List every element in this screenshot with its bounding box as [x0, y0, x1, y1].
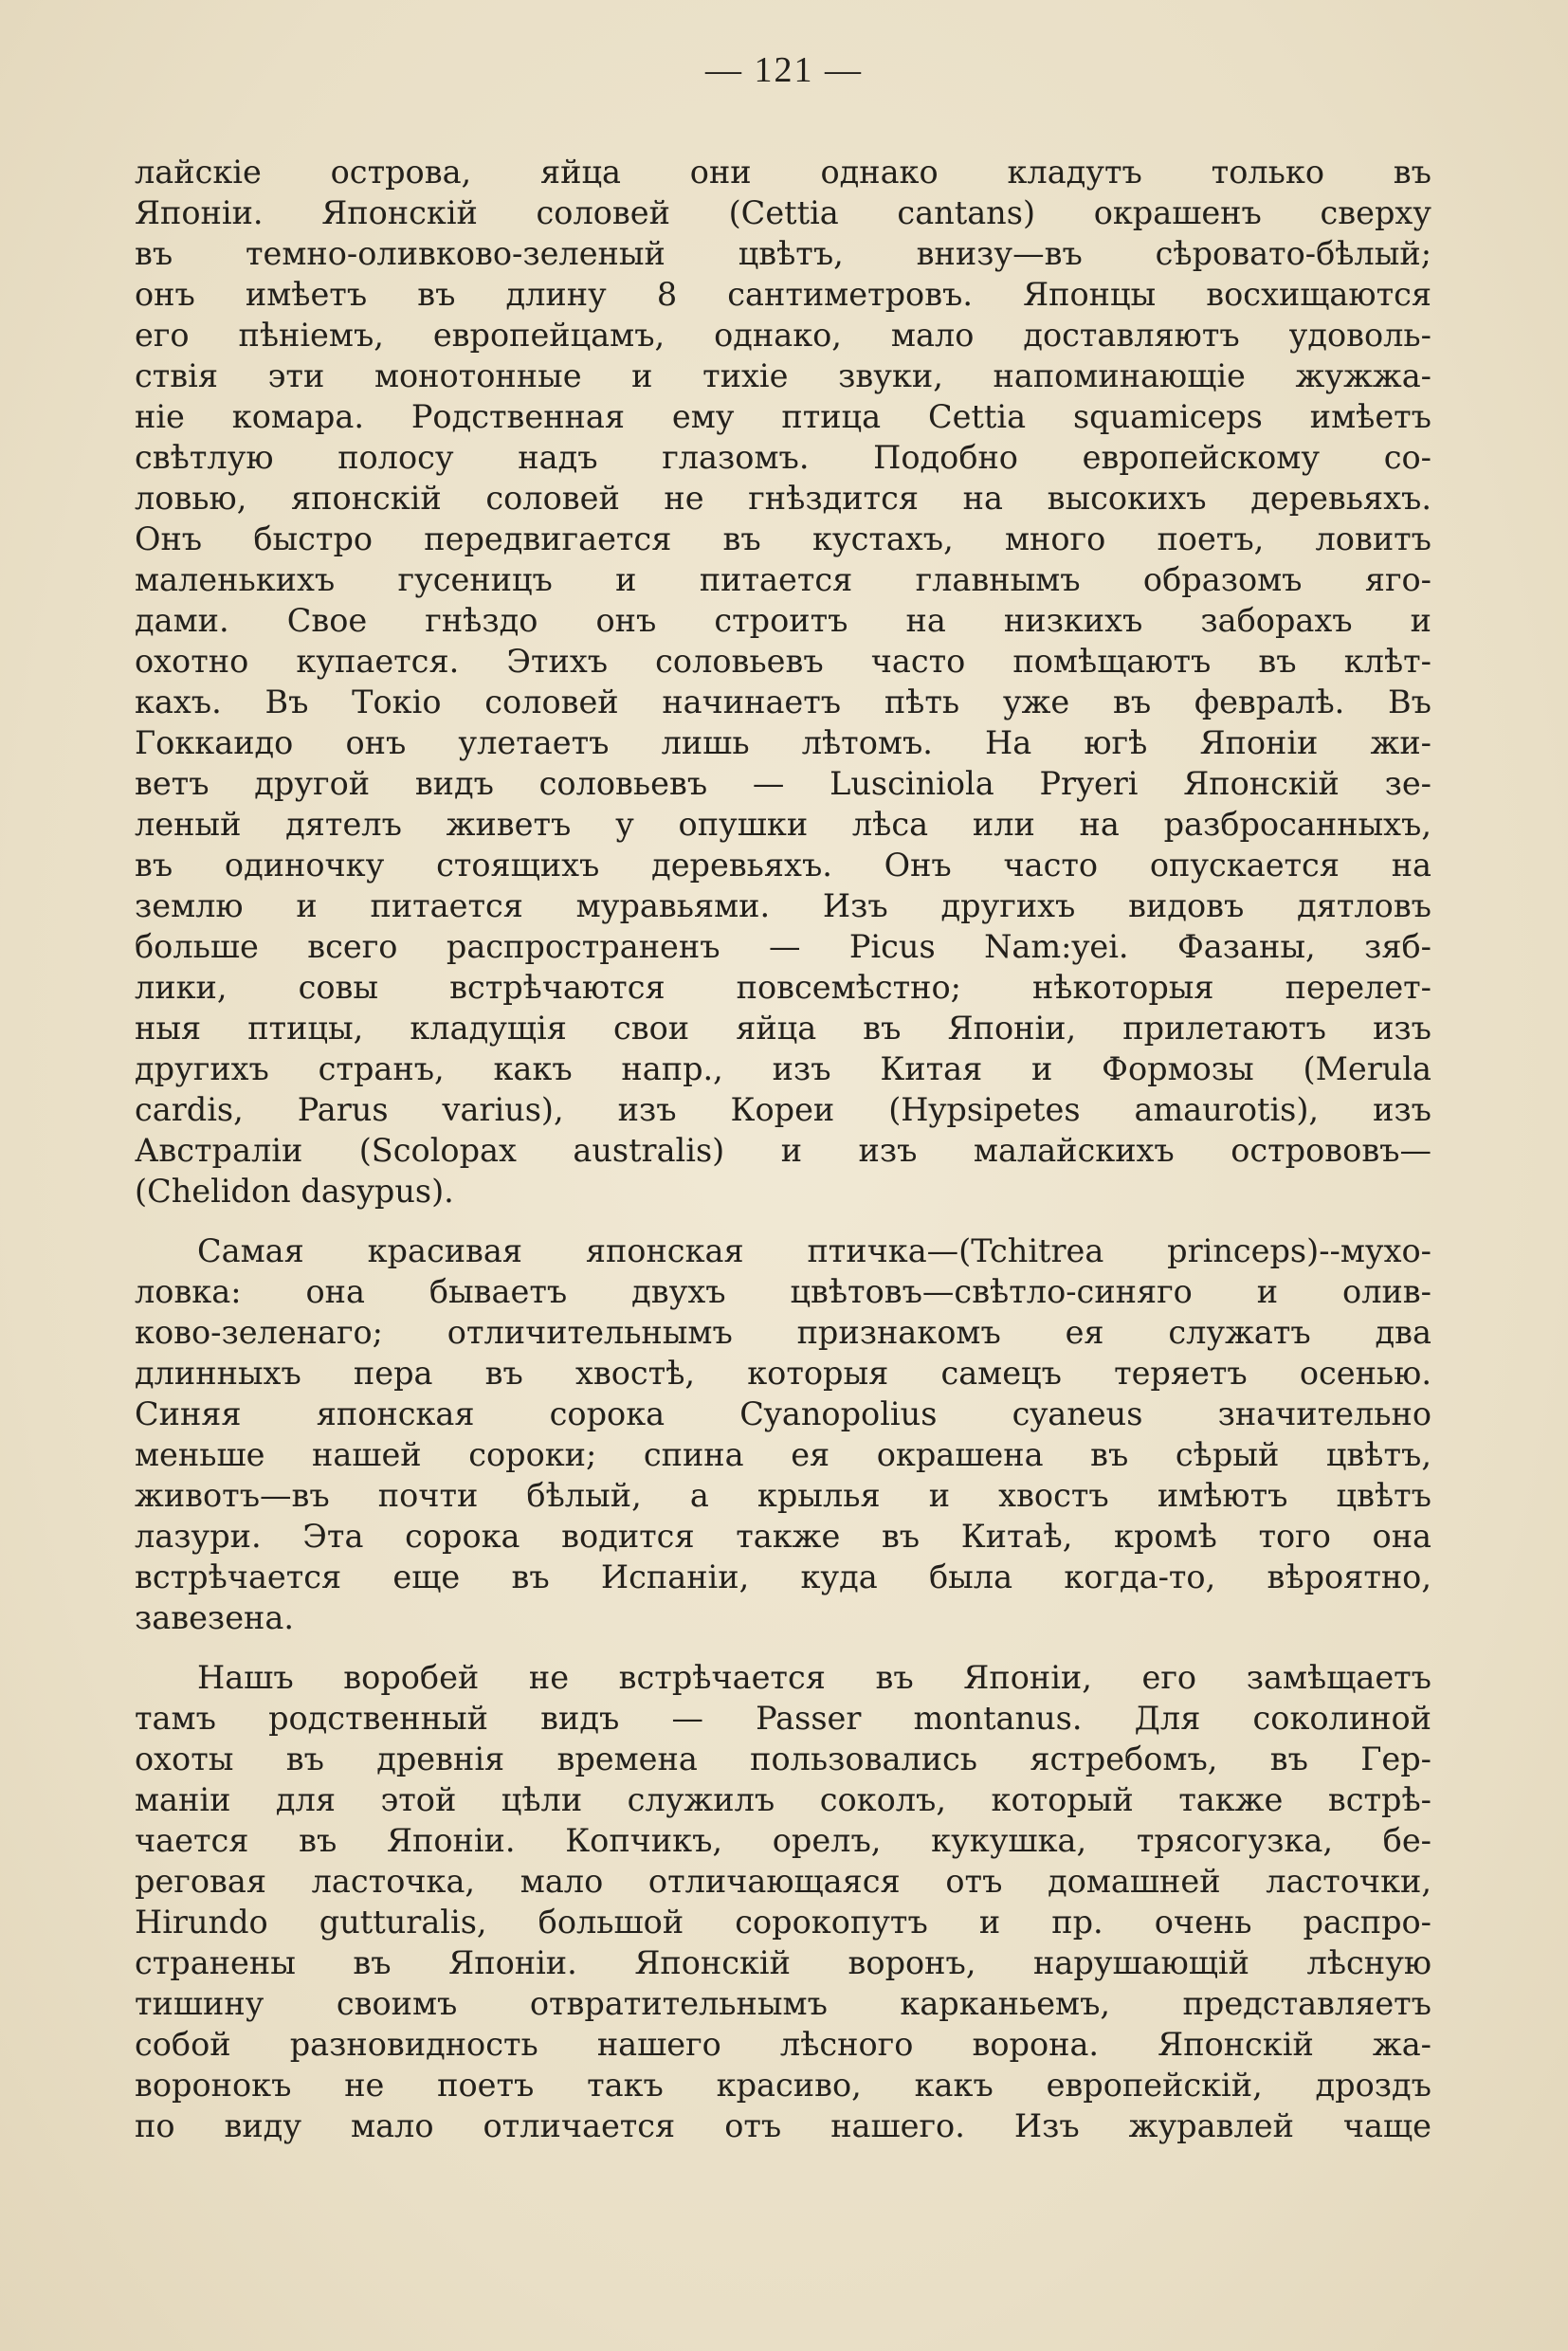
- text-line: ловка: она бываетъ двухъ цвѣтовъ—свѣтло-синяго и олив-: [135, 1273, 1431, 1310]
- text-line: тишину своимъ отвратительнымъ карканьемъ, представляетъ: [135, 1985, 1431, 2022]
- text-line: Японіи. Японскій соловей (Cettia cantans) окрашенъ сверху: [135, 194, 1431, 231]
- text-line: кахъ. Въ Токіо соловей начинаетъ пѣть уже въ февралѣ. Въ: [135, 683, 1431, 720]
- text-line: маленькихъ гусеницъ и питается главнымъ образомъ яго-: [135, 561, 1431, 598]
- text-line: лики, совы встрѣчаются повсемѣстно; нѣкоторыя перелет-: [135, 969, 1431, 1006]
- text-line: животъ—въ почти бѣлый, а крылья и хвостъ имѣютъ цвѣтъ: [135, 1477, 1431, 1514]
- text-line: по виду мало отличается отъ нашего. Изъ журавлей чаще: [135, 2107, 1431, 2144]
- paragraph: [135, 1230, 1431, 1638]
- text-line: Гоккаидо онъ улетаетъ лишь лѣтомъ. На югѣ Японіи жи-: [135, 724, 1431, 761]
- text-line: лазури. Эта сорока водится также въ Китаѣ, кромѣ того она: [135, 1518, 1431, 1555]
- text-line: онъ имѣетъ въ длину 8 сантиметровъ. Японцы восхищаются: [135, 276, 1431, 313]
- text-line: въ темно-оливково-зеленый цвѣтъ, внизу—въ сѣровато-бѣлый;: [135, 235, 1431, 272]
- text-line: собой разновидность нашего лѣсного ворона. Японскій жа-: [135, 2026, 1431, 2063]
- text-line: Hirundo gutturalis, большой сорокопутъ и пр. очень распро-: [135, 1904, 1431, 1941]
- text-line: тамъ родственный видъ — Passer montanus. Для соколиной: [135, 1700, 1431, 1737]
- text-line: дами. Свое гнѣздо онъ строитъ на низкихъ заборахъ и: [135, 602, 1431, 639]
- text-line: встрѣчается еще въ Испаніи, куда была когда-то, вѣроятно,: [135, 1558, 1431, 1595]
- text-line: воронокъ не поетъ такъ красиво, какъ европейскій, дроздъ: [135, 2067, 1431, 2104]
- text-line: охотно купается. Этихъ соловьевъ часто помѣщаютъ въ клѣт-: [135, 643, 1431, 680]
- text-line: охоты въ древнія времена пользовались ястребомъ, въ Гер-: [135, 1740, 1431, 1777]
- text-line: ково-зеленаго; отличительнымъ признакомъ ея служатъ два: [135, 1314, 1431, 1351]
- text-line: землю и питается муравьями. Изъ другихъ видовъ дятловъ: [135, 887, 1431, 924]
- text-line: больше всего распространенъ — Picus Nam:yei. Фазаны, зяб-: [135, 928, 1431, 965]
- body-text: [135, 152, 1431, 2146]
- text-line: леный дятелъ живетъ у опушки лѣса или на разбросанныхъ,: [135, 806, 1431, 843]
- text-line: свѣтлую полосу надъ глазомъ. Подобно европейскому со-: [135, 439, 1431, 476]
- text-line: въ одиночку стоящихъ деревьяхъ. Онъ часто опускается на: [135, 847, 1431, 884]
- text-line: ніе комара. Родственная ему птица Cettia squamiceps имѣетъ: [135, 398, 1431, 435]
- text-line: другихъ странъ, какъ напр., изъ Китая и Формозы (Merula: [135, 1050, 1431, 1087]
- text-line: его пѣніемъ, европейцамъ, однако, мало доставляютъ удоволь-: [135, 317, 1431, 354]
- text-line: завезена.: [135, 1599, 294, 1636]
- text-line: ловью, японскій соловей не гнѣздится на высокихъ деревьяхъ.: [135, 480, 1431, 517]
- text-line: ветъ другой видъ соловьевъ — Lusciniola Pryeri Японскій зе-: [135, 765, 1431, 802]
- text-line: cardis, Parus varius), изъ Кореи (Hypsipetes amaurotis), изъ: [135, 1091, 1431, 1128]
- text-line: Самая красивая японская птичка—(Tchitrea princeps)--мухо-: [197, 1232, 1431, 1269]
- text-line: чается въ Японіи. Копчикъ, орелъ, кукушка, трясогузка, бе-: [135, 1822, 1431, 1859]
- text-line: Нашъ воробей не встрѣчается въ Японіи, его замѣщаетъ: [197, 1659, 1431, 1696]
- paragraph: [135, 152, 1431, 1212]
- text-line: длинныхъ пера въ хвостѣ, которыя самецъ теряетъ осенью.: [135, 1355, 1431, 1392]
- text-line: ныя птицы, кладущія свои яйца въ Японіи, прилетаютъ изъ: [135, 1010, 1431, 1047]
- text-line: странены въ Японіи. Японскій воронъ, нарушающій лѣсную: [135, 1944, 1431, 1981]
- text-line: Онъ быстро передвигается въ кустахъ, много поетъ, ловитъ: [135, 520, 1431, 557]
- text-line: Австраліи (Scolopax australis) и изъ малайскихъ острововъ—: [135, 1132, 1431, 1169]
- page-number: — 121 —: [705, 50, 863, 90]
- text-line: маніи для этой цѣли служилъ соколъ, который также встрѣ-: [135, 1781, 1431, 1818]
- text-line: меньше нашей сороки; спина ея окрашена въ сѣрый цвѣтъ,: [135, 1436, 1431, 1473]
- paragraph: [135, 1657, 1431, 2146]
- text-line: реговая ласточка, мало отличающаяся отъ домашней ласточки,: [135, 1863, 1431, 1900]
- text-line: Синяя японская сорока Cyanopolius cyaneus значительно: [135, 1395, 1431, 1432]
- text-line: ствія эти монотонные и тихіе звуки, напоминающіе жужжа-: [135, 357, 1431, 394]
- text-line: (Chelidon dasypus).: [135, 1173, 454, 1210]
- text-line: лайскіе острова, яйца они однако кладутъ только въ: [135, 154, 1431, 191]
